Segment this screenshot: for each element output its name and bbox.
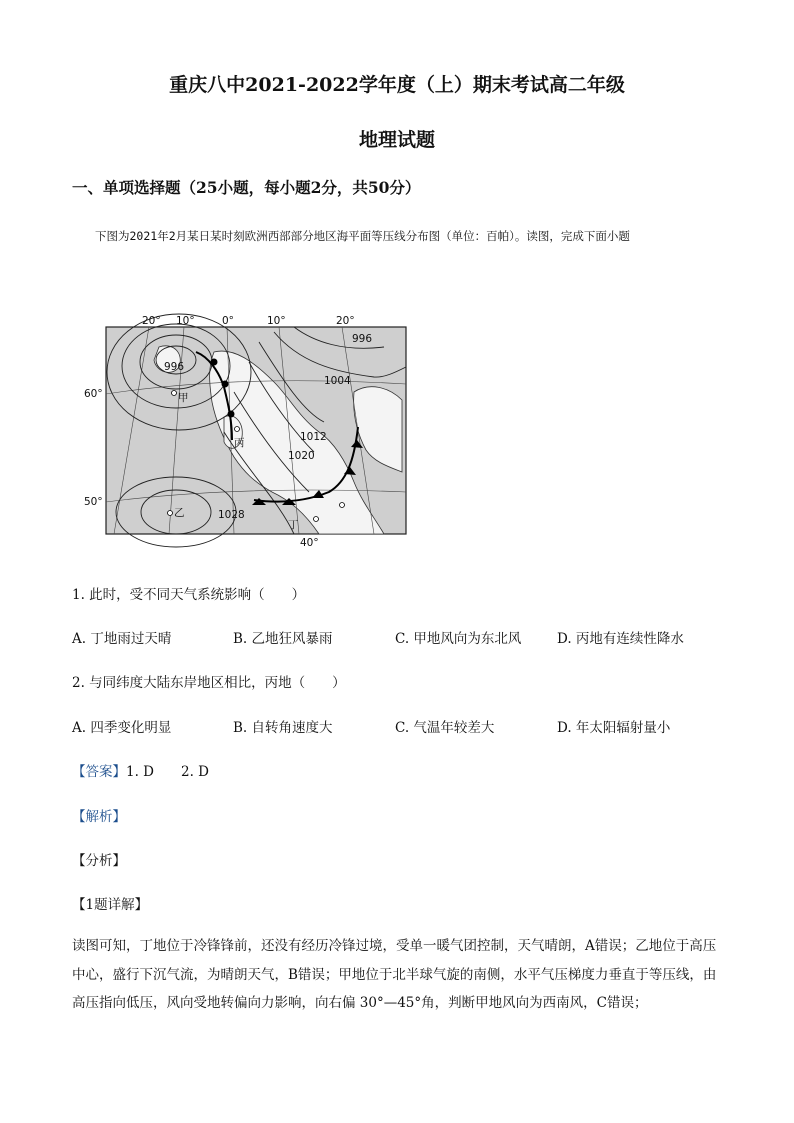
answer-line	[72, 760, 209, 780]
q2-option-b: B. 自转角速度大	[233, 720, 333, 736]
question-1-stem: 1. 此时，受不同天气系统影响（ ）	[72, 587, 306, 603]
page-subtitle: 地理试题	[358, 129, 435, 151]
isobar-map	[84, 315, 408, 549]
lon-label-20e: 20°	[336, 315, 355, 327]
isobar-label-1020: 1020	[288, 450, 315, 462]
answer-text: 1. D 2. D	[126, 764, 209, 780]
detail-label: 【1题详解】	[72, 897, 149, 913]
lon-label-10w: 10°	[176, 315, 195, 327]
lon-label-10e: 10°	[267, 315, 286, 327]
lat-label-50: 50°	[84, 496, 103, 508]
lon-label-20w: 20°	[142, 315, 161, 327]
place-jia: 甲	[178, 392, 189, 404]
analysis-label: 【解析】	[72, 809, 126, 825]
q1-option-b: B. 乙地狂风暴雨	[233, 631, 333, 647]
place-bing: 丙	[234, 437, 245, 449]
isobar-label-1004: 1004	[324, 375, 351, 387]
question-2-stem: 2. 与同纬度大陆东岸地区相比，丙地（ ）	[72, 675, 346, 691]
isobar-label-1028: 1028	[218, 509, 245, 521]
q1-option-d: D. 丙地有连续性降水	[557, 631, 684, 647]
q2-option-a: A. 四季变化明显	[72, 720, 172, 736]
intro-paragraph: 下图为2021年2月某日某时刻欧洲西部部分地区海平面等压线分布图（单位：百帕）。读图，完成下面小题	[95, 229, 630, 243]
section-heading: 一、单项选择题（25小题，每小题2分，共50分）	[72, 178, 421, 197]
fenxi-label: 【分析】	[72, 853, 126, 869]
answer-label: 【答案】	[72, 764, 126, 780]
place-yi: 乙	[174, 507, 185, 519]
isobar-label-996-low: 996	[164, 361, 185, 373]
q1-option-a: A. 丁地雨过天晴	[72, 631, 172, 647]
page-title: 重庆八中2021-2022学年度（上）期末考试高二年级	[169, 74, 625, 96]
place-ding: 丁	[288, 519, 299, 531]
lon-label-40e: 40°	[300, 537, 319, 549]
isobar-label-996-ne: 996	[352, 333, 373, 345]
lat-label-60: 60°	[84, 388, 103, 400]
isobar-label-1012: 1012	[300, 431, 327, 443]
q2-option-c: C. 气温年较差大	[395, 720, 495, 736]
q1-option-c: C. 甲地风向为东北风	[395, 631, 522, 647]
lon-label-0: 0°	[222, 315, 234, 327]
q2-option-d: D. 年太阳辐射量小	[557, 720, 671, 736]
detail-text: 读图可知，丁地位于冷锋锋前，还没有经历冷锋过境，受单一暖气团控制，天气晴朗，A错误；乙地位于高压中心，盛行下沉气流，为晴朗天气，B错误；甲地位于北半球气旋的南侧，水平气压梯度力垂直于等压线，由高压指向低压，风向受地转偏向力影响，向右偏 30°—45°角，判断甲地风向为西南风，C错误；	[72, 938, 717, 1011]
